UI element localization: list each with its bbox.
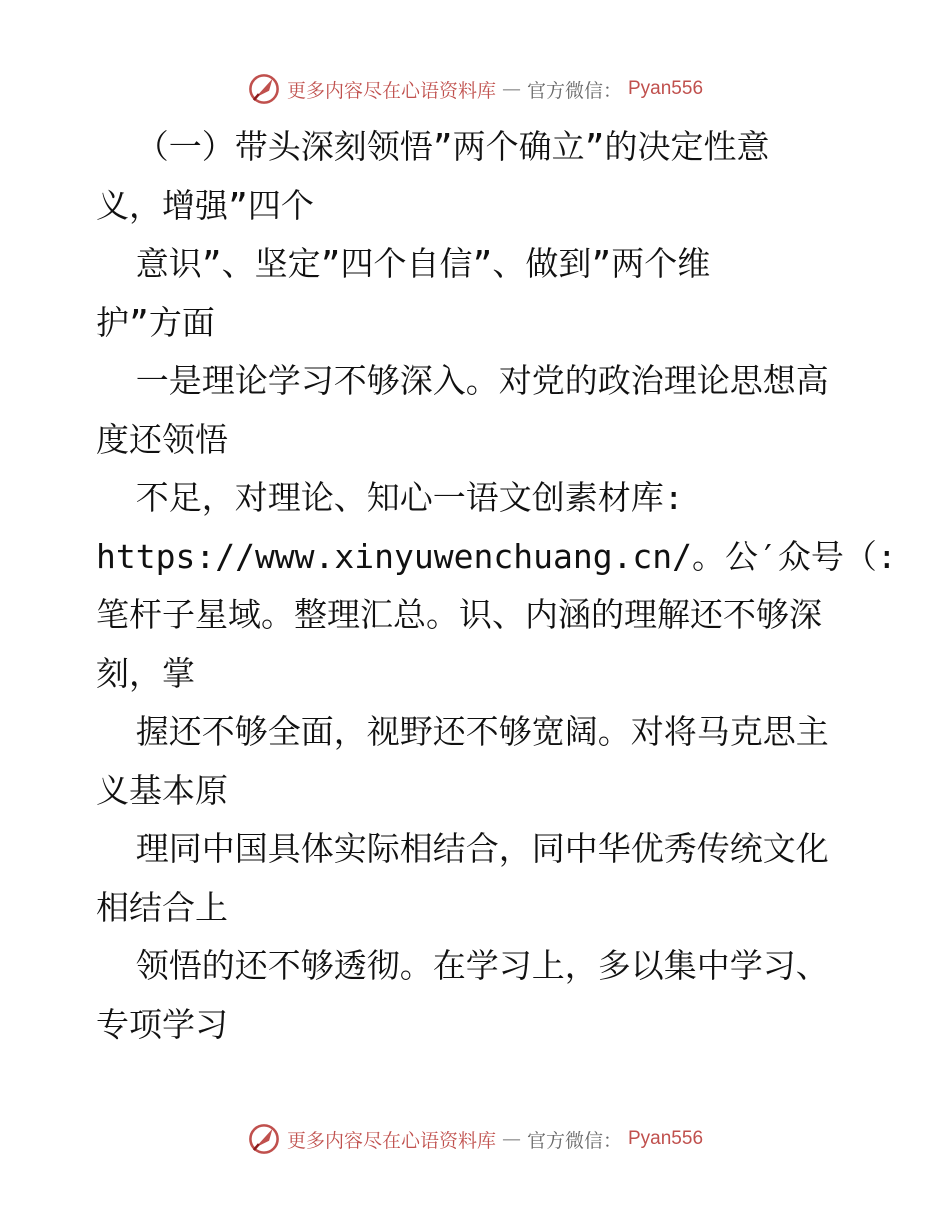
text-line: 意识”、坚定”四个自信”、做到”两个维 bbox=[96, 244, 711, 283]
text-line: （一）带头深刻领悟”两个确立”的决定性意 bbox=[96, 127, 770, 166]
text-line: 握还不够全面，视野还不够宽阔。对将马克思主 bbox=[96, 712, 829, 751]
watermark-label: 官方微信： bbox=[526, 79, 622, 102]
text-line: 刻，掌 bbox=[96, 653, 195, 693]
text-line: 度还领悟 bbox=[96, 419, 228, 459]
watermark-wechat-id: Pyan556 bbox=[628, 78, 704, 99]
text-line: 专项学习 bbox=[96, 1004, 228, 1044]
footer-watermark bbox=[0, 1122, 950, 1156]
watermark-separator: — bbox=[501, 78, 521, 100]
text-line: 相结合上 bbox=[96, 887, 228, 927]
text-line: 义基本原 bbox=[96, 770, 228, 810]
document-body bbox=[96, 118, 897, 1054]
quill-pen-logo-icon bbox=[247, 72, 281, 106]
text-line: 不足，对理论、知心一语文创素材库: bbox=[96, 478, 684, 517]
text-line: 义，增强”四个 bbox=[96, 185, 314, 225]
watermark-site-name: 更多内容尽在心语资料库 bbox=[286, 79, 496, 102]
header-watermark bbox=[0, 72, 950, 106]
text-line: 领悟的还不够透彻。在学习上，多以集中学习、 bbox=[96, 946, 829, 985]
watermark-separator: — bbox=[501, 1128, 521, 1150]
text-line-url: https://www.xinyuwenchuang.cn/。公′众号（: bbox=[96, 536, 897, 576]
quill-pen-logo-icon bbox=[247, 1122, 281, 1156]
watermark-label: 官方微信： bbox=[526, 1129, 622, 1152]
watermark-site-name: 更多内容尽在心语资料库 bbox=[286, 1129, 496, 1152]
text-line: 笔杆子星域。整理汇总。识、内涵的理解还不够深 bbox=[96, 595, 822, 634]
watermark-wechat-id: Pyan556 bbox=[628, 1128, 704, 1149]
text-line: 理同中国具体实际相结合，同中华优秀传统文化 bbox=[96, 829, 829, 868]
text-line: 护”方面 bbox=[96, 302, 215, 342]
text-line: 一是理论学习不够深入。对党的政治理论思想高 bbox=[96, 361, 829, 400]
